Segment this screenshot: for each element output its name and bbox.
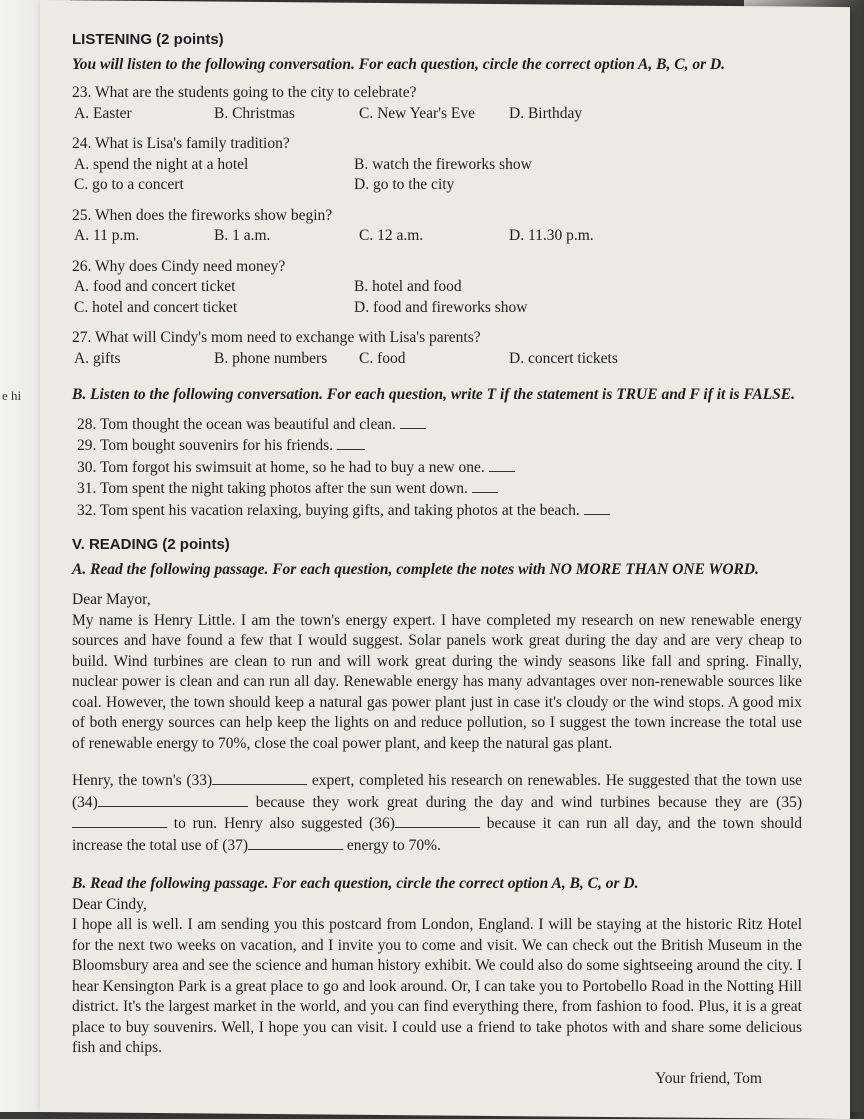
answer-blank-34[interactable]	[98, 792, 248, 807]
answer-blank[interactable]	[584, 500, 610, 515]
answer-blank-35[interactable]	[72, 813, 167, 828]
answer-blank[interactable]	[472, 478, 498, 493]
reading-instruction-a: A. Read the following passage. For each question, complete the notes with NO MORE THAN ONE WORD.	[72, 560, 759, 578]
listening-instruction-b: B. Listen to the following conversation. For each question, write T if the statement is TRUE and F if it is FALSE.	[72, 386, 795, 403]
tf-statement: 29. Tom bought souvenirs for his friends.	[77, 435, 802, 457]
question-25: 25. When does the fireworks show begin? A. 11 p.m. B. 1 a.m. C. 12 a.m. D. 11.30 p.m.	[72, 206, 594, 244]
worksheet-content	[72, 30, 802, 1089]
letter-a-body: My name is Henry Little. I am the town's energy expert. I have completed my research on new renewable energy sources and have found a few that I would suggest. Solar panels work great during the day and are very cheap to build. Wind turbines are clean to run and will work great during the windy seasons like fall and spring. Finally, nuclear power is clean and can run all day. Renewable energy has many advantages over non-renewable sources like coal. However, the town should keep a natural gas power plant just in case it's cloudy or the wind stops. A good mix of both energy sources can help keep the lights on and reduce pollution, so I suggest the town increase the total use of renewable energy to 70%, close the coal power plant, and keep the natural gas plant.	[72, 611, 802, 752]
answer-blank-37[interactable]	[248, 835, 343, 850]
letter-b-greeting: Dear Cindy,	[72, 895, 147, 913]
true-false-list	[77, 414, 802, 522]
edge-text: e hi	[2, 388, 22, 403]
listening-instruction-a: You will listen to the following conversation. For each question, circle the correct option A, B, C, or D.	[72, 55, 726, 73]
tf-statement: 30. Tom forgot his swimsuit at home, so he had to buy a new one.	[77, 457, 802, 479]
tf-statement: 31. Tom spent the night taking photos after the sun went down.	[77, 478, 802, 500]
answer-blank[interactable]	[337, 435, 365, 450]
reading-instruction-b: B. Read the following passage. For each question, circle the correct option A, B, C, or D.	[72, 875, 639, 892]
letter-a-greeting: Dear Mayor,	[72, 591, 151, 608]
question-26: 26. Why does Cindy need money? A. food and concert ticket B. hotel and food C. hotel and concert ticket D. food and fireworks show	[72, 257, 528, 316]
reading-title: V. READING (2 points)	[72, 536, 230, 553]
answer-blank[interactable]	[400, 414, 426, 429]
answer-blank-33[interactable]	[212, 770, 307, 785]
question-27: 27. What will Cindy's mom need to exchange with Lisa's parents? A. gifts B. phone numbers C. food D. concert tickets	[72, 329, 618, 367]
listening-title: LISTENING (2 points)	[72, 31, 224, 48]
letter-b-signature: Your friend, Tom	[655, 1069, 762, 1087]
tf-statement: 28. Tom thought the ocean was beautiful and clean.	[77, 414, 802, 436]
tf-statement: 32. Tom spent his vacation relaxing, buying gifts, and taking photos at the beach.	[77, 500, 802, 522]
letter-b-body: I hope all is well. I am sending you this postcard from London, England. I will be staying at the historic Ritz Hotel for the next two weeks on vacation, and I invite you to come and visit. We can check out the British Museum in the Bloomsbury area and see the science and human history exhibit. We could also do some sightseeing around the city. I hear Kensington Park is a great place to go and look around. Or, I can take you to Portobello Road in the Notting Hill district. It's the largest market in the world, and you can find everything there, from fashion to food. Plus, it is a great place to buy souvenirs. Well, I hope you can visit. I could use a friend to take photos with and share some delicious fish and chips.	[72, 916, 802, 1056]
answer-blank-36[interactable]	[395, 813, 480, 828]
answer-blank[interactable]	[489, 457, 515, 472]
notes-paragraph: Henry, the town's (33) expert, completed his research on renewables. He suggested that the town use (34) because they work great during the day and wind turbines because they are (35) to run. Henry also suggested (36) because it can run all day, and the town should increase the total use of (37) energy to 70%.	[72, 772, 803, 854]
question-23: 23. What are the students going to the city to celebrate? A. Easter B. Christmas C. New Year's Eve D. Birthday	[72, 84, 583, 122]
question-24: 24. What is Lisa's family tradition? A. spend the night at a hotel B. watch the fireworks show C. go to a concert D. go to the city	[72, 135, 532, 193]
